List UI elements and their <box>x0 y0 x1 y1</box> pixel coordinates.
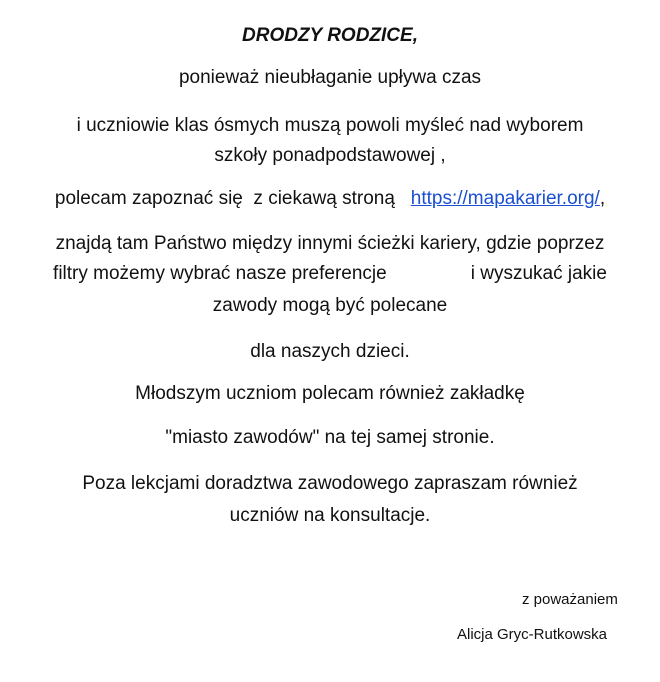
mapakarier-link[interactable]: https://mapakarier.org/ <box>410 188 600 209</box>
search-text: i wyszukać jakie <box>470 263 607 284</box>
line-for-children: dla naszych dzieci. <box>250 341 410 362</box>
line-career-paths: znajdą tam Państwo między innymi ścieżki kariery, gdzie poprzez <box>55 233 605 254</box>
closing-regards: z poważaniem <box>522 591 618 608</box>
line-consultations: uczniów na konsultacje. <box>229 505 431 526</box>
filters-text: filtry możemy wybrać nasze preferencje <box>53 263 387 284</box>
signature-name: Alicja Gryc-Rutkowska <box>457 626 608 643</box>
line-filters <box>0 262 660 286</box>
line-time-passing: ponieważ nieubłaganie upływa czas <box>178 67 482 88</box>
line-secondary-school: szkoły ponadpodstawowej , <box>214 145 446 166</box>
line-younger-students: Młodszym uczniom polecam również zakładkę <box>135 383 525 404</box>
line-career-lessons: Poza lekcjami doradztwa zawodowego zapraszam również <box>82 473 578 494</box>
line-city-of-professions: "miasto zawodów" na tej samej stronie. <box>165 427 495 448</box>
recommend-suffix: , <box>599 188 606 209</box>
line-students-choice: i uczniowie klas ósmych muszą powoli myśleć nad wyborem <box>76 115 584 136</box>
line-professions: zawody mogą być polecane <box>212 295 448 316</box>
line-recommend-site <box>0 187 660 211</box>
letter-title: DRODZY RODZICE, <box>242 25 418 46</box>
recommend-text: polecam zapoznać się z ciekawą stroną <box>54 188 411 209</box>
